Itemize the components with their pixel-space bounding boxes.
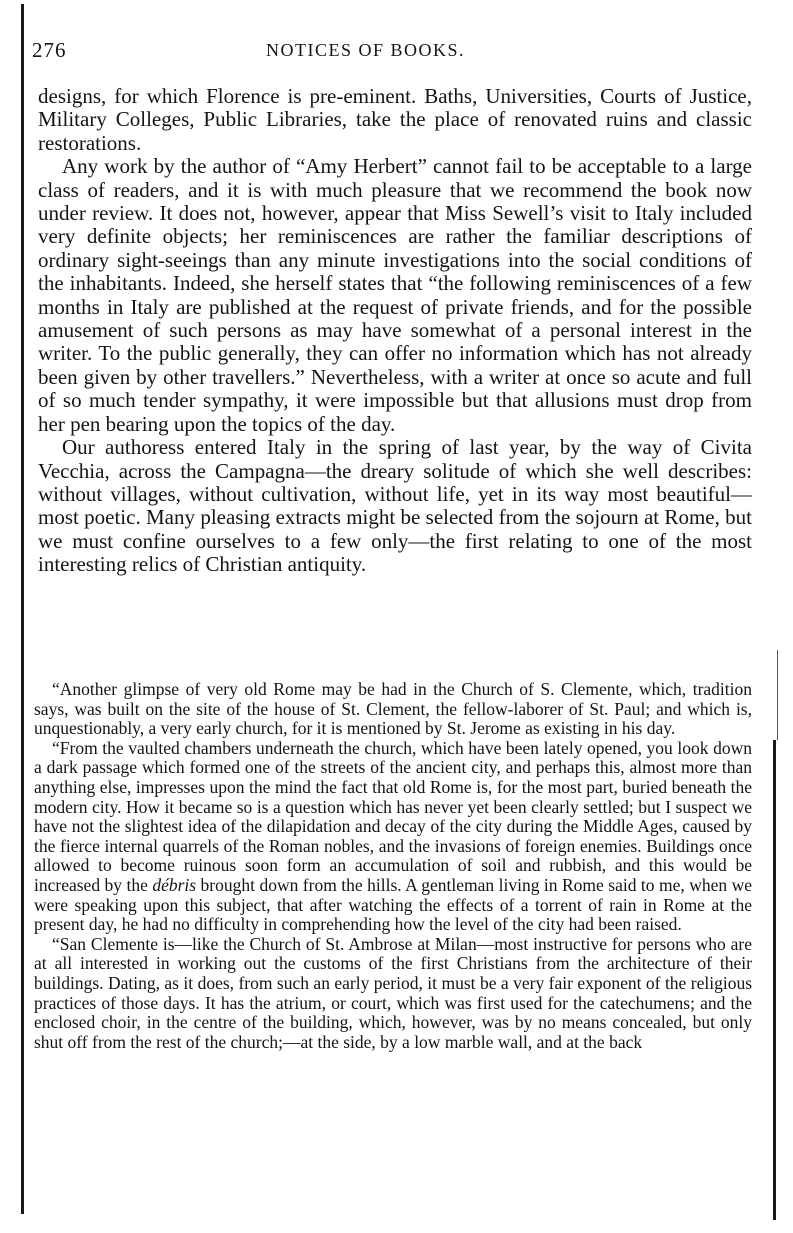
quote-paragraph-3: “San Clemente is—like the Church of St. Ambrose at Milan—most instructive for persons who are at all interested in working out the customs of the first Christians from the architecture of their buildings. Dating, as it does, from such an early period, it must be a very fair exponent of the religious practices of those days. It has the atrium, or court, which was first used for the catechumens; and the enclosed choir, in the centre of the building, which, however, was by no means concealed, but only shut off from the rest of the church;—at the side, by a low marble wall, and at the back bbox=[34, 933, 752, 1052]
quote-paragraph-2-start: “From the vaulted chambers underneath the church, which have been lately opened, you look down a dark passage which formed one of the streets of the ancient city, and perhaps this, almost more than anything else, impresses upon the mind the fact that old Rome is, for the most part, buried beneath the modern city. How it became so is a question which has never yet been clearly settled; but I suspect we have not the slightest idea of the dilapidation and decay of the city during the Middle Ages, caused by the fierce internal quarrels of the Roman nobles, and the invasions of foreign enemies. Buildings once allowed to become ruinous soon form an accumulation of soil and rubbish, and this would be increased by the bbox=[34, 737, 752, 895]
body-text bbox=[38, 85, 752, 577]
quote-paragraph-2-end: brought down from the hills. A gentleman living in Rome said to me, when we were speaking upon this subject, that after watching the effects of a torrent of rain in Rome at the present day, he had no difficulty in comprehending how the level of the city had been raised. bbox=[34, 874, 752, 935]
right-margin-rule bbox=[773, 740, 776, 1220]
quote-italic-word: débris bbox=[152, 874, 197, 895]
body-paragraph-3: Our authoress entered Italy in the spring of last year, by the way of Civita Vecchia, across the Campagna—the dreary solitude of which she well describes: without villages, without cultivation, without life, yet in its way most beautiful—most poetic. Many pleasing extracts might be selected from the sojourn at Rome, but we must confine ourselves to a few only—the first relating to one of the most interesting relics of Christian antiquity. bbox=[38, 435, 752, 577]
quote-paragraph-1: “Another glimpse of very old Rome may be had in the Church of S. Clemente, which, tradition says, was built on the site of the house of St. Clement, the fellow-laborer of St. Paul; and which is, unquestionably, a very early church, for it is mentioned by St. Jerome as existing in his day. bbox=[34, 679, 752, 739]
page-number: 276 bbox=[32, 38, 67, 62]
body-paragraph-1: designs, for which Florence is pre-eminent. Baths, Universities, Courts of Justice, Military Colleges, Public Libraries, take the place of renovated ruins and classic restorations. bbox=[38, 84, 752, 155]
body-paragraph-2: Any work by the author of “Amy Herbert” cannot fail to be acceptable to a large class of readers, and it is with much pleasure that we recommend the book now under review. It does not, however, appear that Miss Sewell’s visit to Italy included very definite objects; her reminiscences are rather the familiar descriptions of ordinary sight-seeings than any minute investigations into the social conditions of the inhabitants. Indeed, she herself states that “the following reminiscences of a few months in Italy are published at the request of private friends, and for the possible amusement of such persons as may have somewhat of a personal interest in the writer. To the public generally, they can offer no information which has not already been given by other travellers.” Nevertheless, with a writer at once so acute and full of so much tender sympathy, it were impossible but that allusions must drop from her pen bearing upon the topics of the day. bbox=[38, 154, 752, 436]
left-margin-rule bbox=[21, 4, 24, 1214]
running-head: NOTICES OF BOOKS. bbox=[266, 40, 466, 60]
right-margin-mark bbox=[777, 650, 778, 740]
quote-paragraph-2 bbox=[34, 739, 752, 935]
quoted-extract bbox=[34, 680, 752, 1052]
